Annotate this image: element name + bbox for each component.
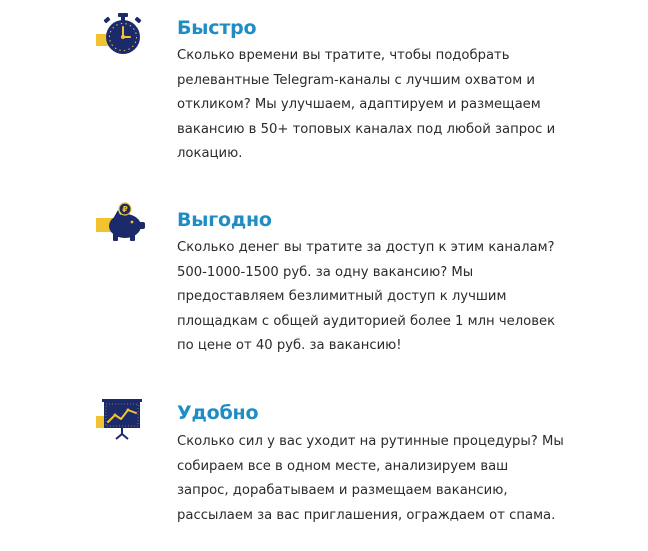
- description-line: 500-1000-1500 руб. за одну вакансию? Мы: [177, 264, 474, 280]
- piggy-bank-icon: [92, 198, 152, 246]
- description-line: вакансию в 50+ топовых каналах под любой запрос и: [177, 121, 556, 137]
- feature-description: [177, 236, 557, 359]
- feature-title: Удобно: [177, 402, 259, 424]
- feature-description: [177, 430, 564, 528]
- description-line: Сколько денег вы тратите за доступ к этим каналам?: [177, 240, 555, 255]
- description-line: релевантные Telegram-каналы с лучшим охватом и: [177, 72, 535, 88]
- description-line: запрос, дорабатываем и размещаем вакансию,: [177, 483, 508, 498]
- description-line: собираем все в одном месте, анализируем ваш: [177, 458, 509, 474]
- feature-title: Быстро: [177, 17, 257, 39]
- description-line: предоставляем безлимитный доступ к лучшим: [177, 289, 507, 304]
- feature-description: [177, 44, 557, 167]
- description-line: откликом? Мы улучшаем, адаптируем и размещаем: [177, 97, 541, 112]
- description-line: по цене от 40 руб. за вакансию!: [177, 338, 402, 353]
- description-line: Сколько сил у вас уходит на рутинные процедуры? Мы: [177, 434, 564, 449]
- description-line: площадкам с общей аудиторией более 1 млн человек: [177, 313, 556, 329]
- presentation-chart-icon: [92, 394, 152, 442]
- description-line: Сколько времени вы тратите, чтобы подобрать: [177, 48, 510, 63]
- stopwatch-icon: [92, 10, 152, 58]
- svg-text:₽: ₽: [122, 205, 128, 214]
- description-line: рассылаем за вас приглашения, ограждаем от спама.: [177, 507, 556, 523]
- feature-title: Выгодно: [177, 209, 272, 231]
- description-line: локацию.: [177, 146, 243, 161]
